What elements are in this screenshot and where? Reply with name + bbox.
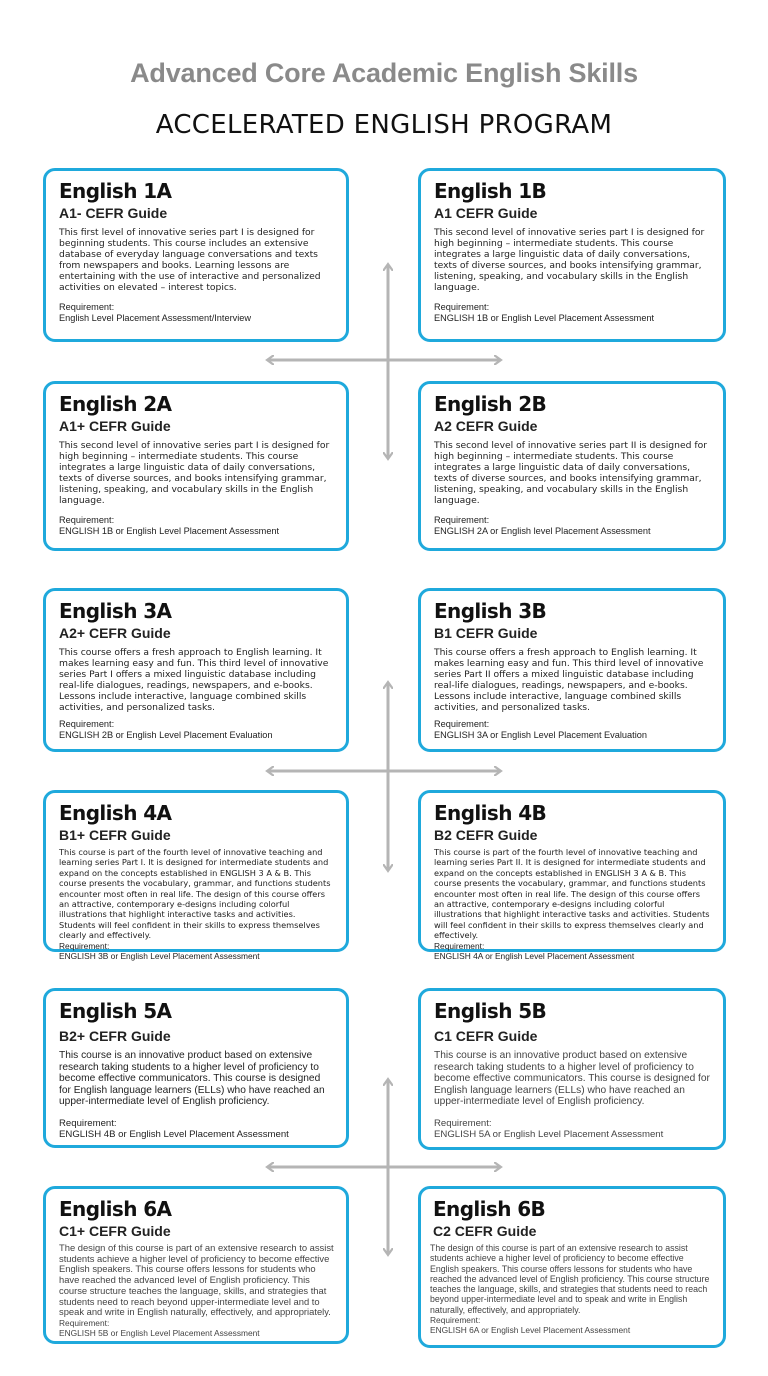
- course-name: English 6B: [433, 1197, 546, 1221]
- course-card-english-4b: [418, 790, 726, 961]
- requirement-text: ENGLISH 3B or English Level Placement Assessment: [59, 950, 260, 961]
- course-card-english-3b: [418, 588, 726, 752]
- cefr-guide: A1+ CEFR Guide: [59, 418, 171, 434]
- course-requirement: [59, 515, 334, 537]
- cefr-guide: B1 CEFR Guide: [434, 625, 538, 641]
- course-card-english-2a: [43, 381, 349, 551]
- requirement-text: ENGLISH 4B or English Level Placement Assessment: [59, 1128, 289, 1140]
- course-requirement: [59, 302, 334, 324]
- requirement-label: Requirement:: [434, 1117, 492, 1129]
- course-requirement: [434, 302, 711, 324]
- requirement-label: Requirement:: [59, 1317, 110, 1328]
- course-card-english-1a: [43, 168, 349, 342]
- course-name: English 1B: [434, 179, 547, 203]
- cefr-guide: B2+ CEFR Guide: [59, 1028, 171, 1044]
- course-requirement: [59, 1118, 334, 1140]
- requirement-text: ENGLISH 5A or English Level Placement Assessment: [434, 1128, 664, 1140]
- course-requirement: [434, 1118, 711, 1140]
- course-description: This first level of innovative series part I is designed for beginning students. This course includes an extensive database of everyday language conversations and texts from newspapers and books. Learning lessons are entertaining with the use of interactive and personalized activities on elevated – interest topics.: [59, 227, 321, 293]
- course-description: This second level of innovative series part I is designed for high beginning – intermediate students. This course integrates a large linguistic data of daily conversations, texts of diverse sources, and books intensifying grammar, listening, speaking, and vocabulary skills in the English language.: [434, 227, 705, 293]
- requirement-text: ENGLISH 1B or English Level Placement Assessment: [59, 526, 280, 536]
- course-name: English 3B: [434, 599, 547, 623]
- course-requirement: [59, 1318, 334, 1338]
- requirement-label: Requirement:: [59, 940, 110, 951]
- course-description: This second level of innovative series part II is designed for high beginning – intermediate students. This course integrates a large linguistic data of daily conversations, texts of diverse sources, and books intensifying grammar, listening, speaking, and vocabulary skills in the English language.: [434, 440, 707, 506]
- course-card-english-2b: [418, 381, 726, 551]
- course-card-english-6a: [43, 1186, 349, 1344]
- course-name: English 1A: [59, 179, 172, 203]
- course-requirement: [434, 515, 711, 537]
- requirement-label: Requirement:: [434, 940, 485, 951]
- cefr-guide: A1- CEFR Guide: [59, 205, 168, 221]
- course-description: This course is part of the fourth level of innovative teaching and learning series Part II. It is designed for intermediate students and expand on the concepts established in ENGLISH 3 A & B. This course presents the vocabulary, grammar, and functions students encounter most often in real life. The design of this course offers an attractive, contemporary e-designs including colorful illustrations that highlight interactive tasks and activities. Students will feel confident in their skills to express themselves clearly and effectively.: [434, 847, 710, 941]
- course-name: English 4A: [59, 801, 172, 825]
- course-description: This second level of innovative series part I is designed for high beginning – intermediate students. This course integrates a large linguistic data of daily conversations, texts of diverse sources, and books intensifying grammar, listening, speaking, and vocabulary skills in the English language.: [59, 440, 330, 506]
- course-description: This course is part of the fourth level of innovative teaching and learning series Part I. It is designed for intermediate students and expand on the concepts established in ENGLISH 3 A & B. This course presents the vocabulary, grammar, and functions students encounter most often in real life. The design of this course offers an attractive, contemporary e-designs including colorful illustrations that highlight interactive tasks and activities. Students will feel confident in their skills to express themselves clearly and effectively.: [59, 847, 331, 941]
- requirement-text: ENGLISH 4A or English Level Placement Assessment: [434, 950, 635, 961]
- requirement-text: ENGLISH 5B or English Level Placement Assessment: [59, 1327, 260, 1338]
- requirement-text: ENGLISH 3A or English Level Placement Evaluation: [434, 730, 647, 740]
- course-requirement: [59, 719, 334, 741]
- course-name: English 3A: [59, 599, 172, 623]
- course-description: This course offers a fresh approach to English learning. It makes learning easy and fun. This third level of innovative series Part I offers a mixed linguistic database including real-life dialogues, readings, newspapers, and e-books. Lessons include interactive, language combined skills activities, and personalized tasks.: [59, 647, 329, 713]
- requirement-label: Requirement:: [59, 719, 115, 729]
- course-description: The design of this course is part of an extensive research to assist students achieve a higher level of proficiency to become effective English speakers. This course offers lessons for students who have reached the advanced level of English proficiency. This course structure teaches the language, skills, and strategies that students need to reach beyond upper-intermediate level and to speak and write in English naturally, effectively, and appropriately.: [59, 1242, 334, 1318]
- requirement-label: Requirement:: [434, 302, 490, 312]
- course-requirement: [434, 941, 711, 961]
- course-description: The design of this course is part of an extensive research to assist students achieve a higher level of proficiency to become effective English speakers. This course offers lessons for students who have reached the advanced level of English proficiency. This course structure teaches the language, skills, and strategies that students need to reach beyond upper-intermediate level and to speak and write in English naturally, effectively, and appropriately.: [430, 1243, 710, 1315]
- cefr-guide: B2 CEFR Guide: [434, 827, 538, 843]
- requirement-text: ENGLISH 6A or English Level Placement Assessment: [430, 1325, 631, 1336]
- course-card-english-1b: [418, 168, 726, 342]
- course-name: English 2A: [59, 392, 172, 416]
- cefr-guide: C1 CEFR Guide: [434, 1028, 538, 1044]
- cefr-guide: A2+ CEFR Guide: [59, 625, 171, 641]
- course-card-english-3a: [43, 588, 349, 752]
- cefr-guide: B1+ CEFR Guide: [59, 827, 171, 843]
- course-name: English 5A: [59, 999, 172, 1023]
- requirement-label: Requirement:: [59, 302, 115, 312]
- course-requirement: [434, 719, 711, 741]
- course-card-english-6b: [418, 1186, 726, 1348]
- course-name: English 5B: [434, 999, 547, 1023]
- requirement-label: Requirement:: [59, 1117, 117, 1129]
- requirement-text: ENGLISH 2A or English level Placement Assessment: [434, 526, 651, 536]
- cefr-guide: C2 CEFR Guide: [433, 1223, 537, 1239]
- course-name: English 4B: [434, 801, 547, 825]
- course-name: English 6A: [59, 1197, 172, 1221]
- requirement-text: English Level Placement Assessment/Interview: [59, 313, 252, 323]
- requirement-label: Requirement:: [59, 515, 115, 525]
- page-subtitle: Advanced Core Academic English Skills: [130, 58, 638, 88]
- course-description: This course offers a fresh approach to English learning. It makes learning easy and fun. This third level of innovative series Part II offers a mixed linguistic database including real-life dialogues, readings, newspapers, and e-books. Lessons include interactive, language combined skills activities, and personalized tasks.: [434, 647, 704, 713]
- requirement-label: Requirement:: [434, 515, 490, 525]
- requirement-text: ENGLISH 2B or English Level Placement Evaluation: [59, 730, 273, 740]
- page-title: ACCELERATED ENGLISH PROGRAM: [155, 110, 613, 140]
- cefr-guide: A1 CEFR Guide: [434, 205, 538, 221]
- course-requirement: [59, 941, 334, 961]
- requirement-label: Requirement:: [434, 719, 490, 729]
- course-requirement: [430, 1315, 711, 1335]
- course-card-english-5a: [43, 988, 349, 1148]
- course-name: English 2B: [434, 392, 547, 416]
- cefr-guide: A2 CEFR Guide: [434, 418, 538, 434]
- requirement-label: Requirement:: [430, 1315, 481, 1326]
- course-description: This course is an innovative product based on extensive research taking students to a higher level of proficiency to become effective communicators. This course is designed for English language learners (ELLs) who have reached an upper-intermediate level of English proficiency.: [434, 1050, 710, 1108]
- cefr-guide: C1+ CEFR Guide: [59, 1223, 171, 1239]
- course-card-english-5b: [418, 988, 726, 1150]
- requirement-text: ENGLISH 1B or English Level Placement Assessment: [434, 313, 655, 323]
- course-description: This course is an innovative product based on extensive research taking students to a higher level of proficiency to become effective communicators. This course is designed for English language learners (ELLs) who have reached an upper-intermediate level of English proficiency.: [59, 1050, 325, 1108]
- course-card-english-4a: [43, 790, 349, 961]
